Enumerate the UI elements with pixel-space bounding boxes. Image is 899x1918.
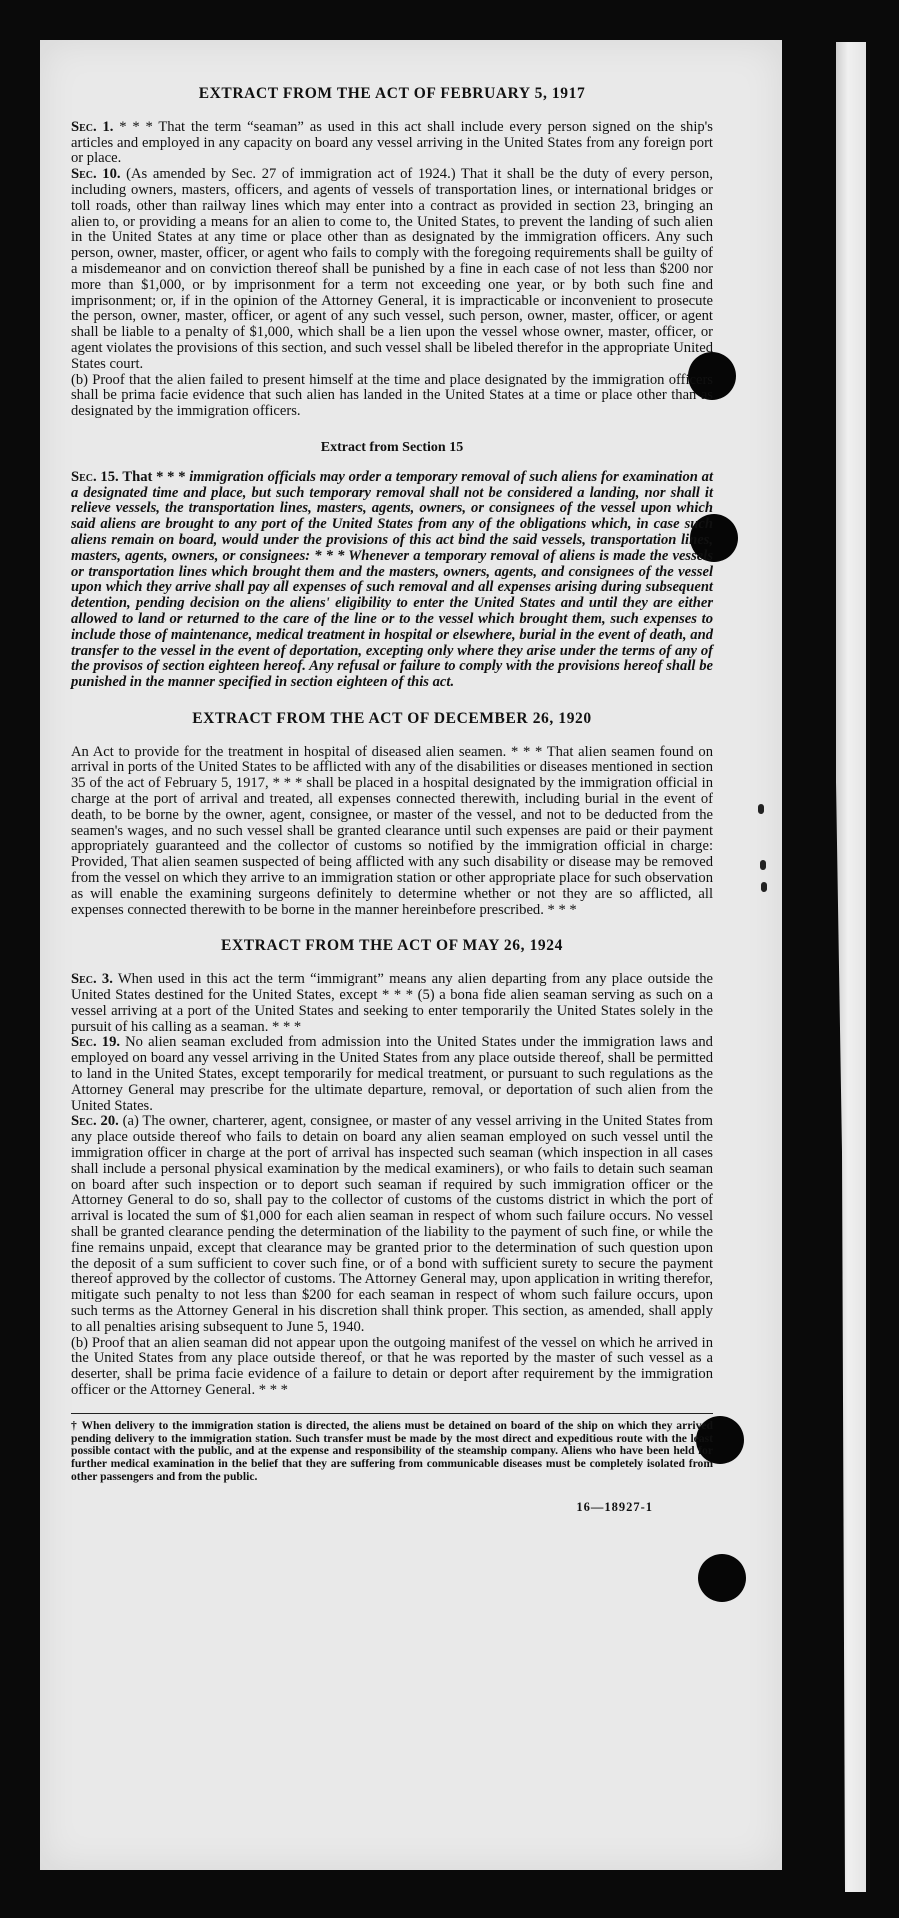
section-label: Sec. 15. — [71, 468, 119, 485]
punch-hole — [698, 1554, 746, 1602]
heading-act-1924: EXTRACT FROM THE ACT OF MAY 26, 1924 — [221, 937, 563, 955]
section-text: When used in this act the term “immigrant” means any alien departing from any place outside the United States destined for the United States, except * * * (5) a bona fide alien seaman serving as such on a vessel arriving at a port of the United States and seeking to enter temporarily the United States solely in the pursuit of his calling as a seaman. * * * — [71, 971, 713, 1035]
section-label: Sec. 20. — [71, 1113, 119, 1130]
section-3 — [71, 972, 713, 1035]
ink-mark — [760, 860, 766, 870]
act-1920-text: An Act to provide for the treatment in hospital of diseased alien seamen. * * * That alien seamen found on arrival in ports of the United States to be afflicted with any of the disabilities or diseases mentioned in section 35 of the act of February 5, 1917, * * * shall be placed in a hospital designated by the immigration official in charge at the port of arrival and treated, all expenses connected therewith, including burial in the event of death, to be borne by the owner, agent, consignee, or master of the vessel, and not to be deducted from the seamen's wages, and no such vessel shall be granted clearance until such expenses are paid or their payment appropriately guaranteed and the collector of customs so notified by the immigration official in charge: Provided, That alien seamen suspected of being afflicted with any such disability or disease may be removed from the vessel on which they arrive to an immigration station or other appropriate place for such observation as will enable the examining surgeons definitely to determine whether or not they are so afflicted, all expenses connected therewith to be borne in the manner hereinbefore prescribed. * * * — [71, 743, 713, 918]
document-text — [71, 86, 713, 1516]
adjacent-page-strip — [836, 42, 866, 1892]
section-text: (As amended by Sec. 27 of immigration act of 1924.) That it shall be the duty of every person, including owners, masters, officers, and agents of vessels of transportation lines, or international bridges or toll roads, other than railway lines which may enter into a contract as provided in section 23, bringing an alien to, or providing a means for an alien to come to, the United States, to prevent the landing of such alien in the United States at any time or place other than as designated by the immigration officers. Any such person, owner, master, officer, or agent who fails to comply with the foregoing requirements shall be guilty of a misdemeanor and on conviction thereof shall be punished by a fine in each case of not less than $200 nor more than $1,000, or by imprisonment for a term not exceeding one year, or by both such fine and imprisonment; or, if in the opinion of the Attorney General, it is impracticable or inconvenient to prosecute the person, owner, master, officer, or agent of any such vessel, such person, owner, master, officer, or agent shall be liable to a penalty of $1,000, which shall be a lien upon the vessel whose owner, master, officer, or agent violates the provisions of this section, and such vessel shall be libeled therefor in the appropriate United States court. — [71, 166, 713, 372]
form-code: 16—18927-1 — [576, 1499, 653, 1514]
heading-act-1917: EXTRACT FROM THE ACT OF FEBRUARY 5, 1917 — [198, 85, 586, 102]
section-20 — [71, 1114, 713, 1335]
footnote-divider — [71, 1413, 713, 1414]
section-text: (a) The owner, charterer, agent, consignee, or master of any vessel arriving in the United States from any place outside thereof who fails to detain on board any alien seaman employed on such vessel until the immigration officer in charge at the port of arrival has inspected such seaman (which inspection in all cases shall include a personal physical examination by the medical examiners), or who fails to detain such seaman on board after such inspection or to deport such seaman if required by such immigration officer or the Attorney General to do so, shall pay to the collector of customs of the customs district in which the port of arrival is located the sum of $1,000 for each alien seaman in respect of whom such failure occurs. No vessel shall be granted clearance pending the determination of the liability to the payment of such fine, or while the fine remains unpaid, except that clearance may be granted prior to the determination of such question upon the deposit of a sum sufficient to cover such fine, or of a bond with sufficient surety to secure the payment thereof approved by the collector of customs. The Attorney General may, upon application in writing therefor, mitigate such penalty to not less than $200 for each seaman in respect of whom such failure occurs, upon such terms as the Attorney General in his discretion shall think proper. This section, as amended, shall apply to all penalties arising subsequent to June 5, 1940. — [71, 1113, 713, 1335]
ink-mark — [761, 882, 767, 892]
section-text: No alien seaman excluded from admission into the United States under the immigration laws and employed on board any vessel arriving in the United States from any place outside thereof, shall be permitted to land in the United States, except temporarily for medical treatment, or pursuant to such regulations as the Attorney General may prescribe for the ultimate departure, removal, or deportation of such alien from the United States. — [71, 1034, 713, 1114]
section-lead: That * * * — [122, 468, 186, 485]
section-text: * * * That the term “seaman” as used in this act shall include every person signed on the ship's articles and employed in any capacity on board any vessel arriving in the United States from any foreign port or place. — [71, 118, 713, 167]
section-text: immigration officials may order a temporary removal of such aliens for examination at a designated time and place, but such temporary removal shall not be considered a landing, nor shall it relieve vessels, the transportation lines, masters, agents, owners, or consignees of the vessel upon which said aliens are brought to any port of the United States from any of the obligations which, in case such aliens remain on board, would under the provisions of this act bind the said vessels, transportation lines, masters, agents, owners, or consignees: * * * Whenever a temporary removal of aliens is made the vessels or transportation lines which brought them and the masters, owners, agents, and consignees of the vessel upon which they arrive shall pay all expenses of such removal and all expenses arising during subsequent detention, pending decision on the aliens' eligibility to enter the United States and until they are either allowed to land or returned to the care of the line or to the vessel which brought them, such expenses to include those of maintenance, medical treatment in hospital or elsewhere, burial in the event of death, and transfer to the vessel in the event of deportation, excepting only where they arise under the terms of any of the provisos of section eighteen hereof. Any refusal or failure to comply with the provisions hereof shall be punished in the manner specified in section eighteen of this act. — [71, 468, 713, 691]
section-15 — [71, 470, 713, 691]
section-label: Sec. 19. — [71, 1034, 121, 1051]
section-label: Sec. 3. — [71, 971, 113, 988]
section-19 — [71, 1035, 713, 1114]
section-1 — [71, 120, 713, 167]
footnote: † When delivery to the immigration station is directed, the aliens must be detained on board of the ship on which they arrived pending delivery to the immigration station. Such transfer must be made by the most direct and expeditious route with the least possible contact with the public, and at the expense and responsibility of the steamship company. Aliens who have been held for further medical examination in the belief that they are suffering from communicable diseases must be completely isolated from other passengers and from the public. — [71, 1418, 713, 1483]
section-20-b: (b) Proof that an alien seaman did not appear upon the outgoing manifest of the vessel on which he arrived in the United States from any place outside thereof, or that he was reported by the master of such vessel as a deserter, shall be prima facie evidence of a failure to detain or deport after requirement by the immigration officer or the Attorney General. * * * — [71, 1334, 713, 1398]
section-label: Sec. 1. — [71, 118, 114, 135]
section-10 — [71, 167, 713, 372]
heading-act-1920: EXTRACT FROM THE ACT OF DECEMBER 26, 1920 — [192, 709, 592, 727]
ink-mark — [758, 804, 764, 814]
section-label: Sec. 10. — [71, 166, 121, 183]
subheading-section-15: Extract from Section 15 — [320, 439, 464, 455]
section-10-b: (b) Proof that the alien failed to present himself at the time and place designated by the immigration officers shall be prima facie evidence that such alien has landed in the United States at a time or place other than as designated by the immigration officers. — [71, 371, 713, 420]
